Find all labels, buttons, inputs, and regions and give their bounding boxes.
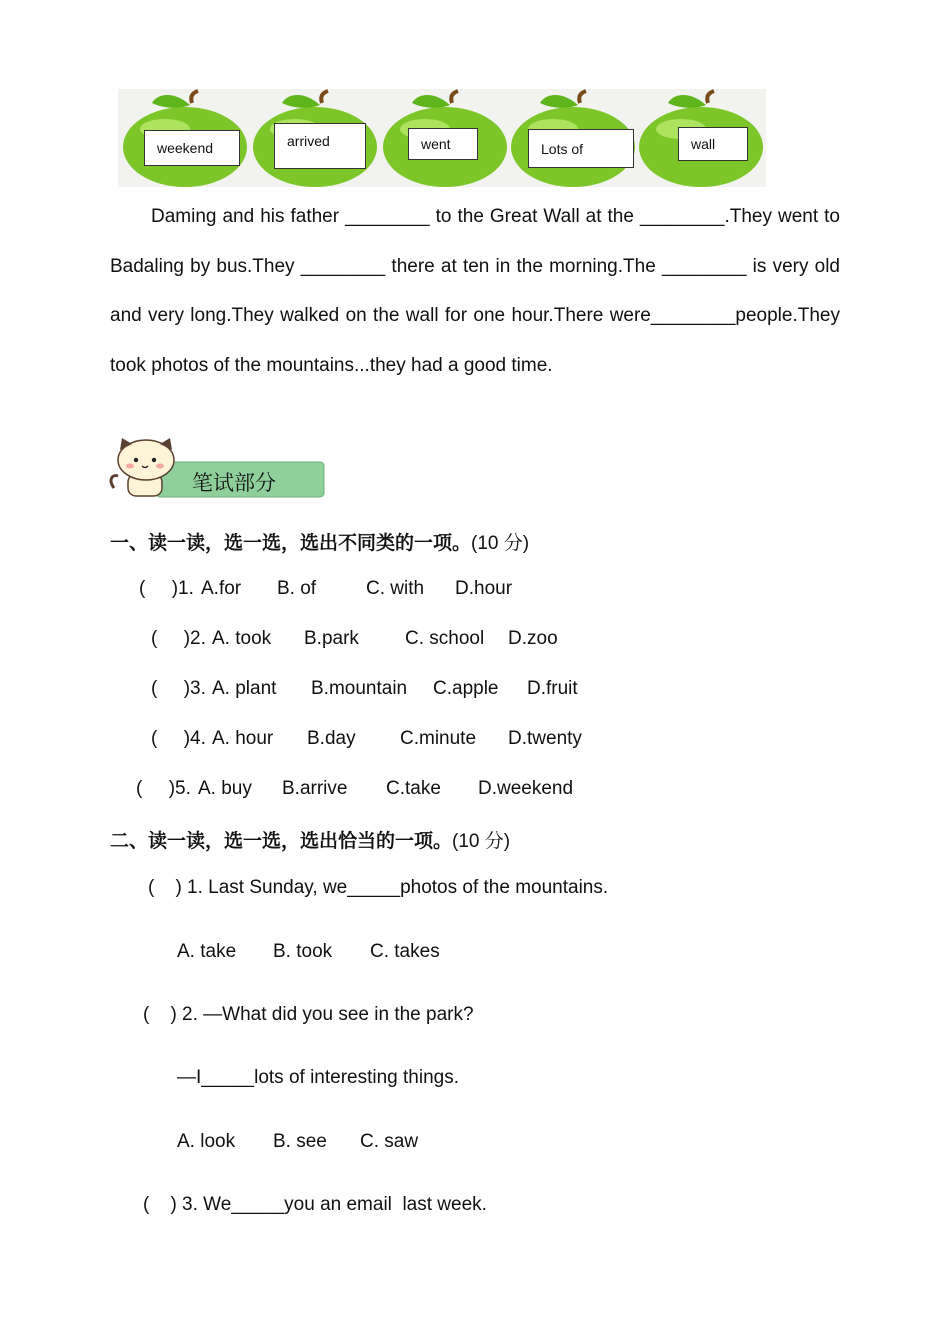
option-b: B.mountain [311, 678, 408, 699]
option-a: A. plant [212, 678, 277, 699]
option-b: B.arrive [282, 778, 348, 799]
option-c: C. school [405, 628, 485, 649]
option-c: C. with [366, 578, 425, 599]
answer-paren[interactable]: ( )4. [151, 728, 206, 749]
question-2-option-a: A. look [177, 1131, 236, 1152]
word-box: arrived [274, 123, 366, 169]
option-d: D.weekend [478, 778, 574, 799]
option-b: B. of [277, 578, 317, 599]
question-3-stem: ( ) 3. We_____you an email last week. [143, 1194, 487, 1215]
apple-word-1 [120, 89, 250, 187]
question-2-stem: ( ) 2. —What did you see in the park? [143, 1004, 474, 1025]
option-d: D.hour [455, 578, 513, 599]
section1-heading [110, 528, 529, 555]
word-box: Lots of [528, 129, 634, 168]
option-c: C.minute [400, 728, 477, 749]
section2-points: (10 分) [452, 831, 511, 852]
question-1-option-b: B. took [273, 941, 333, 962]
word-box: weekend [144, 130, 240, 166]
option-a: A. took [212, 628, 272, 649]
option-b: B.day [307, 728, 356, 749]
word-box: went [408, 128, 478, 160]
option-d: D.fruit [527, 678, 578, 699]
option-b: B.park [304, 628, 359, 649]
apple-word-5 [636, 89, 766, 187]
apple-word-2 [250, 89, 380, 187]
question-1-option-a: A. take [177, 941, 237, 962]
option-a: A. hour [212, 728, 274, 749]
question-1-option-c: C. takes [370, 941, 440, 962]
section1-points: (10 分) [471, 533, 530, 554]
option-c: C.take [386, 778, 441, 799]
option-d: D.zoo [508, 628, 558, 649]
answer-paren[interactable]: ( )2. [151, 628, 206, 649]
question-1-stem: ( ) 1. Last Sunday, we_____photos of the mountains. [148, 877, 609, 898]
question-2-answer-line: —I_____lots of interesting things. [177, 1067, 460, 1088]
answer-paren[interactable]: ( )1. [139, 578, 194, 599]
question-2-option-b: B. see [273, 1131, 327, 1152]
section1-title: 一、读一读，选一选，选出不同类的一项。 [110, 532, 472, 554]
option-d: D.twenty [508, 728, 582, 749]
cloze-passage: Daming and his father ________ to the Great Wall at the ________.They went to Badaling by bus.They ________ there at ten in the morning.The ________ is very old and very long.They walked on the wall for one hour.There were________people.They took photos of the mountains...they had a good time. [110, 206, 840, 377]
option-c: C.apple [433, 678, 499, 699]
section2-title: 二、读一读，选一选，选出恰当的一项。 [110, 830, 453, 852]
word-bank [118, 89, 766, 187]
apple-word-4 [508, 89, 638, 187]
option-a: A.for [201, 578, 242, 599]
question-2-option-c: C. saw [360, 1131, 419, 1152]
section2-heading [110, 826, 510, 853]
answer-paren[interactable]: ( )5. [136, 778, 191, 799]
option-a: A. buy [198, 778, 252, 799]
word-box: wall [678, 127, 748, 161]
answer-paren[interactable]: ( )3. [151, 678, 206, 699]
apple-word-3 [380, 89, 510, 187]
section-banner-title: 笔试部分 [192, 471, 276, 495]
